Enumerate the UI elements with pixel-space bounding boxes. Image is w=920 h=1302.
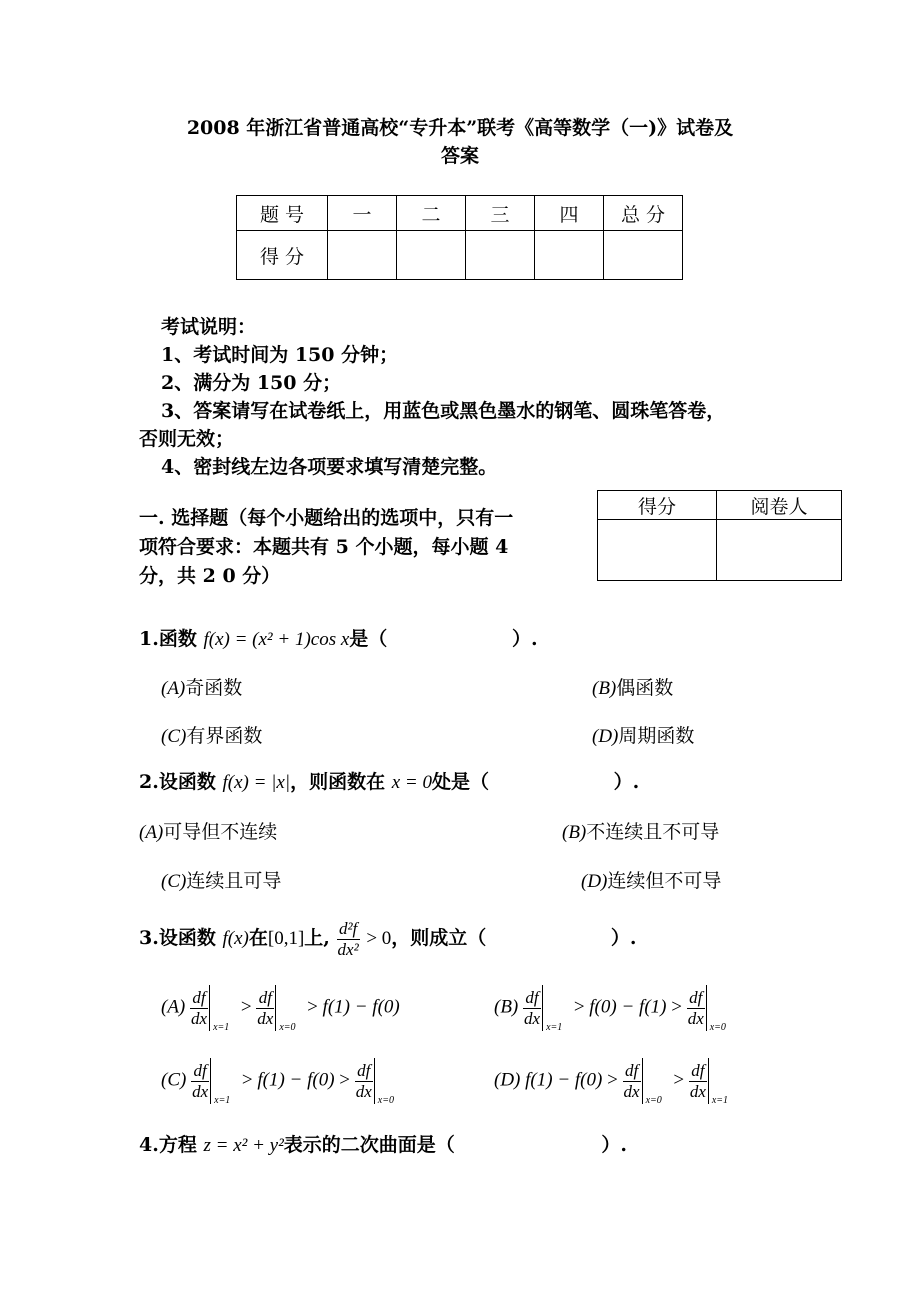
instructions-heading: 考试说明： bbox=[161, 316, 257, 338]
eval-subscript: x=1 bbox=[213, 1022, 230, 1033]
question-number: 4. bbox=[139, 1134, 159, 1156]
question-text: 是（ bbox=[349, 628, 388, 650]
score-table bbox=[236, 195, 683, 280]
fraction-numerator: df bbox=[691, 1060, 705, 1080]
question-number: 3. bbox=[139, 927, 159, 949]
q2-option-d[interactable] bbox=[581, 866, 721, 893]
fraction-denominator: dx bbox=[257, 1008, 274, 1028]
question-text: 设函数 bbox=[158, 927, 216, 949]
q1-formula: f(x) = (x² + 1)cos x bbox=[203, 629, 350, 650]
score-header-cell: 总 分 bbox=[604, 196, 683, 231]
question-number: 1. bbox=[139, 628, 159, 650]
section1-line: 分，共 2 0 分） bbox=[139, 565, 281, 587]
derivative-fraction bbox=[190, 988, 208, 1029]
gt-symbol: > bbox=[607, 1069, 618, 1091]
grader-name-cell[interactable] bbox=[717, 520, 842, 581]
grader-table-header-row bbox=[598, 491, 842, 520]
score-table-header-row bbox=[237, 196, 683, 231]
score-row-label: 得 分 bbox=[237, 231, 328, 280]
eval-bar bbox=[542, 985, 569, 1031]
option-label: (C) bbox=[161, 726, 187, 747]
option-label: (D) bbox=[494, 1069, 521, 1091]
eval-subscript: x=0 bbox=[709, 1022, 726, 1033]
fraction-numerator: df bbox=[689, 987, 703, 1007]
derivative-fraction bbox=[355, 1061, 373, 1102]
question-text: 处是（ bbox=[431, 771, 489, 793]
option-label: (D) bbox=[581, 871, 608, 892]
eval-bar bbox=[708, 1058, 735, 1104]
question-number: 2. bbox=[139, 771, 159, 793]
question-text: 设函数 bbox=[158, 771, 216, 793]
gt-symbol: > bbox=[339, 1069, 350, 1091]
instruction-item: 4、密封线左边各项要求填写清楚完整。 bbox=[161, 456, 498, 478]
score-header-cell: 三 bbox=[466, 196, 535, 231]
fraction-denominator: dx bbox=[191, 1008, 208, 1028]
option-label: (B) bbox=[592, 678, 617, 699]
question-text: ）. bbox=[610, 927, 637, 949]
derivative-fraction bbox=[191, 1061, 209, 1102]
option-label: (A) bbox=[161, 678, 186, 699]
question-text: ）. bbox=[613, 771, 640, 793]
question-text: ，则成立（ bbox=[391, 927, 487, 949]
eval-bar bbox=[210, 1058, 237, 1104]
option-label: (A) bbox=[139, 822, 164, 843]
question-4 bbox=[139, 1131, 627, 1160]
fraction-denominator: dx bbox=[623, 1081, 640, 1101]
fraction-denominator: dx bbox=[355, 1081, 372, 1101]
option-label: (D) bbox=[592, 726, 619, 747]
fraction-numerator: d²f bbox=[338, 918, 358, 938]
q1-option-c[interactable] bbox=[161, 721, 262, 748]
option-label: (B) bbox=[494, 996, 519, 1018]
difference-expression: f(1) − f(0) bbox=[322, 996, 400, 1018]
eval-bar bbox=[642, 1058, 669, 1104]
q2-option-b[interactable] bbox=[562, 817, 719, 844]
q1-option-a[interactable] bbox=[161, 673, 242, 700]
question-text: ，则函数在 bbox=[290, 771, 386, 793]
title-line-2: 答案 bbox=[440, 145, 479, 167]
instruction-item: 否则无效； bbox=[139, 428, 235, 450]
fraction-denominator: dx bbox=[192, 1081, 209, 1101]
option-label: (B) bbox=[562, 822, 587, 843]
question-text: ）. bbox=[511, 628, 538, 650]
score-cell[interactable] bbox=[328, 231, 397, 280]
option-text: 偶函数 bbox=[616, 677, 674, 699]
fraction-numerator: df bbox=[624, 1060, 639, 1080]
q3-fx: f(x) bbox=[222, 928, 249, 949]
fraction-numerator: df bbox=[525, 987, 539, 1007]
q3-option-d[interactable] bbox=[494, 1058, 735, 1104]
eval-subscript: x=1 bbox=[711, 1095, 729, 1106]
fraction-numerator: df bbox=[258, 987, 272, 1007]
score-header-cell: 题 号 bbox=[237, 196, 328, 231]
option-label: (C) bbox=[161, 871, 187, 892]
derivative-fraction bbox=[523, 988, 541, 1029]
fraction-denominator: dx bbox=[524, 1008, 541, 1028]
q4-formula: z = x² + y² bbox=[203, 1135, 284, 1156]
q3-condition: > 0 bbox=[366, 928, 392, 949]
q3-option-b[interactable] bbox=[494, 985, 733, 1031]
q1-option-b[interactable] bbox=[592, 673, 673, 700]
eval-bar bbox=[374, 1058, 401, 1104]
option-text: 周期函数 bbox=[618, 725, 695, 747]
question-2 bbox=[139, 768, 639, 797]
option-text: 有界函数 bbox=[186, 725, 263, 747]
question-text: 上, bbox=[304, 927, 330, 949]
q2-option-c[interactable] bbox=[161, 866, 281, 893]
difference-expression: f(1) − f(0) bbox=[257, 1069, 335, 1091]
q2-option-a[interactable] bbox=[139, 817, 277, 844]
difference-expression: f(0) − f(1) bbox=[589, 996, 667, 1018]
score-header-cell: 四 bbox=[535, 196, 604, 231]
derivative-fraction bbox=[687, 988, 705, 1029]
instruction-item: 2、满分为 150 分； bbox=[161, 372, 342, 394]
gt-symbol: > bbox=[671, 996, 682, 1018]
question-text: 函数 bbox=[158, 628, 197, 650]
gt-symbol: > bbox=[240, 996, 252, 1018]
option-text: 奇函数 bbox=[185, 677, 243, 699]
eval-subscript: x=0 bbox=[377, 1095, 394, 1106]
derivative-fraction bbox=[689, 1061, 707, 1102]
grader-name-header: 阅卷人 bbox=[717, 491, 842, 520]
score-table-row bbox=[237, 231, 683, 280]
instruction-item: 3、答案请写在试卷纸上，用蓝色或黑色墨水的钢笔、圆珠笔答卷， bbox=[161, 400, 726, 422]
eval-subscript: x=1 bbox=[546, 1022, 563, 1033]
eval-bar bbox=[706, 985, 733, 1031]
second-derivative-fraction bbox=[337, 919, 360, 960]
grader-table bbox=[597, 490, 842, 581]
eval-subscript: x=0 bbox=[279, 1022, 296, 1033]
question-3 bbox=[139, 912, 637, 965]
grader-score-header: 得分 bbox=[598, 491, 717, 520]
q3-interval: [0,1] bbox=[267, 928, 305, 949]
option-text: 连续但不可导 bbox=[607, 870, 722, 892]
gt-symbol: > bbox=[307, 996, 318, 1018]
score-header-cell: 二 bbox=[397, 196, 466, 231]
grader-table-row bbox=[598, 520, 842, 581]
option-text: 连续且可导 bbox=[186, 870, 282, 892]
title-line-1: 2008 年浙江省普通高校“专升本”联考《高等数学（一)》试卷及 bbox=[186, 117, 734, 139]
option-label: (A) bbox=[161, 996, 186, 1018]
section1-heading bbox=[139, 504, 513, 591]
fraction-denominator: dx bbox=[689, 1081, 706, 1101]
score-cell[interactable] bbox=[466, 231, 535, 280]
q3-option-c[interactable] bbox=[161, 1058, 401, 1104]
section1-line: 项符合要求：本题共有 5 个小题，每小题 4 bbox=[139, 536, 509, 558]
gt-symbol: > bbox=[241, 1069, 253, 1091]
option-text: 可导但不连续 bbox=[163, 821, 278, 843]
question-text: 在 bbox=[248, 927, 268, 949]
option-text: 不连续且不可导 bbox=[586, 821, 720, 843]
score-cell[interactable] bbox=[397, 231, 466, 280]
eval-subscript: x=1 bbox=[214, 1095, 231, 1106]
gt-symbol: > bbox=[573, 996, 585, 1018]
question-text: 方程 bbox=[158, 1134, 197, 1156]
q3-option-a[interactable] bbox=[161, 985, 400, 1031]
fraction-numerator: df bbox=[192, 987, 206, 1007]
fraction-numerator: df bbox=[357, 1060, 371, 1080]
fraction-denominator: dx² bbox=[337, 939, 359, 959]
eval-subscript: x=0 bbox=[645, 1095, 662, 1106]
fraction-denominator: dx bbox=[687, 1008, 704, 1028]
derivative-fraction bbox=[256, 988, 274, 1029]
section1-line: 一. 选择题（每个小题给出的选项中，只有一 bbox=[139, 507, 514, 529]
difference-expression: f(1) − f(0) bbox=[525, 1069, 603, 1091]
eval-bar bbox=[209, 985, 236, 1031]
instruction-item: 1、考试时间为 150 分钟； bbox=[161, 344, 399, 366]
q2-formula: f(x) = |x| bbox=[222, 772, 291, 793]
page-title bbox=[140, 114, 780, 170]
question-text: 表示的二次曲面是（ bbox=[283, 1134, 455, 1156]
gt-symbol: > bbox=[673, 1069, 685, 1091]
option-label: (C) bbox=[161, 1069, 187, 1091]
fraction-numerator: df bbox=[193, 1060, 207, 1080]
q1-option-d[interactable] bbox=[592, 721, 694, 748]
derivative-fraction bbox=[623, 1061, 641, 1102]
score-cell[interactable] bbox=[604, 231, 683, 280]
question-text: ）. bbox=[601, 1134, 628, 1156]
q2-point: x = 0 bbox=[391, 772, 432, 793]
question-1 bbox=[139, 625, 538, 654]
score-header-cell: 一 bbox=[328, 196, 397, 231]
eval-bar bbox=[275, 985, 302, 1031]
score-cell[interactable] bbox=[535, 231, 604, 280]
grader-score-cell[interactable] bbox=[598, 520, 717, 581]
